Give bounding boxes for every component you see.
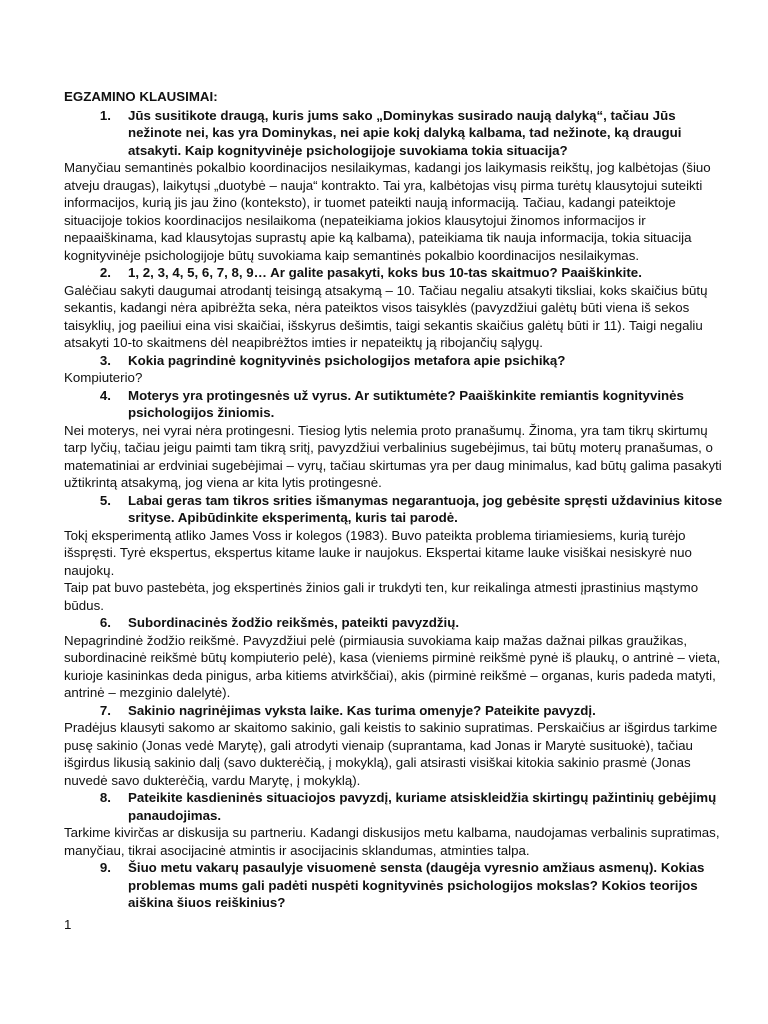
answer-text: Pradėjus klausyti sakomo ar skaitomo sakinio, gali keistis to sakinio supratimas. Perskaičius ar išgirdus tarkime pusę sakinio (Jonas vedė Marytę), gali atrodyti vienaip (suprantama, kad Jonas ir Marytė susituokė), tačiau išgirdus likusią sakinio dalį (savo dukterėčią, į mokyklą), gali atsirasti visiškai kitokia sakinio prasmė (Jonas nuvedė savo dukterėčią, vardu Marytę, į mokyklą). — [64, 720, 718, 788]
question-number: 9. — [99, 860, 111, 875]
question-number: 5. — [99, 492, 111, 508]
question-block-8 — [64, 789, 724, 859]
question-text: Kokia pagrindinė kognityvinės psichologijos metafora apie psichiką? — [128, 352, 566, 368]
question-text: 1, 2, 3, 4, 5, 6, 7, 8, 9… Ar galite pasakyti, koks bus 10-tas skaitmuo? Paaiškinkite. — [128, 265, 642, 280]
document-body — [64, 88, 724, 912]
question-number: 6. — [99, 615, 111, 630]
answer-text: Taip pat buvo pastebėta, jog ekspertinės žinios gali ir trukdyti ten, kur reikalinga atmesti įprastinius mąstymo būdus. — [64, 580, 699, 613]
question-2 — [64, 264, 724, 282]
question-number: 4. — [99, 387, 111, 403]
question-block-9 — [64, 859, 724, 912]
question-text: Subordinacinės žodžio reikšmės, pateikti pavyzdžių. — [128, 615, 460, 630]
question-text: Sakinio nagrinėjimas vyksta laike. Kas turima omenyje? Pateikite pavyzdį. — [128, 702, 596, 718]
question-text: Labai geras tam tikros srities išmanymas negarantuoja, jog gebėsite spręsti uždavinius kitose srityse. Apibūdinkite eksperimentą, kuris tai parodė. — [128, 492, 723, 525]
document-title: EGZAMINO KLAUSIMAI: — [64, 89, 218, 104]
question-9 — [64, 859, 724, 912]
answer-text: Tokį eksperimentą atliko James Voss ir kolegos (1983). Buvo pateikta problema tiriamiesiems, kurią turėjo išspręsti. Tyrė ekspertus, ekspertus kitame lauke ir naujokus. Ekspertai kitame lauke visiškai nesiskyrė nuo naujokų. — [64, 527, 692, 578]
question-5 — [64, 492, 724, 527]
answer-text: Manyčiau semantinės pokalbio koordinacijos nesilaikymas, kadangi jos laikymasis reikštų, jog kalbėtojas (šiuo atveju draugas), laikytųsi „duotybė – nauja“ kontrakto. Tai yra, kalbėtojas visų pirma turėtų klausytojui suteikti informacijos, kurią jis jau žino (konteksto), ir tuomet pateikti naują informaciją. Tačiau, kadangi pateiktoje situacijoje tokios koordinacijos nesilaikoma (nepateikiama jokios klausytojui žinomos informacijos ir nepaaiškinama, kad klausytojas suprastų apie ką kalbama), pateikiama tik nauja informacija, tokia situacija kognityvinėje psichologijoje būtų suvokiama kaip semantinės pokalbio koordinacijos nesilaikymas. — [64, 160, 711, 263]
question-4 — [64, 387, 724, 422]
question-6 — [64, 614, 724, 632]
question-block-3 — [64, 352, 724, 387]
question-block-6 — [64, 614, 724, 702]
question-text: Jūs susitikote draugą, kuris jums sako „Dominykas susirado naują dalyką“, tačiau Jūs nežinote nei, kas yra Dominykas, nei apie kokį dalyką kalbama, tad nežinote, ką draugui atsakyti. Kaip kognityvinėje psichologijoje suvokiama tokia situacija? — [128, 107, 682, 158]
question-block-5 — [64, 492, 724, 615]
answer-text: Nepagrindinė žodžio reikšmė. Pavyzdžiui pelė (pirmiausia suvokiama kaip mažas dažnai pilkas graužikas, subordinacinė reikšmė būtų kompiuterio pelė), kasa (vieniems pirminė reikšmė pynė iš plaukų, o antrinė – vieta, kurioje kasininkas deda pinigus, arba kitiems atvirkščiai), akis (pirminė reikšmė – organas, kuris padeda matyti, antrinė – mezginio dalelytė). — [64, 632, 721, 700]
question-7 — [64, 702, 724, 720]
question-number: 8. — [99, 790, 111, 805]
page-number: 1 — [64, 917, 72, 932]
question-8 — [64, 789, 724, 824]
question-block-2 — [64, 264, 724, 352]
question-number: 2. — [99, 265, 111, 280]
question-block-4 — [64, 387, 724, 492]
answer-text: Nei moterys, nei vyrai nėra protingesni. Tiesiog lytis nelemia proto pranašumų. Žinoma, yra tam tikrų skirtumų tarp lyčių, tačiau jeigu paimti tam tikrą sritį, pavyzdžiui verbalinius sugebėjimus, tai būtų moterų pranašumas, o matematiniai ar erdviniai sugebėjimai – vyrų, tačiau skirtumas yra per daug minimalus, kad būtų galima pasakyti užtikrintą atsakymą, jog viena ar kita lytis protingesnė. — [64, 422, 722, 490]
question-3 — [64, 352, 724, 370]
question-number: 7. — [99, 702, 111, 718]
question-number: 3. — [99, 352, 111, 368]
question-1 — [64, 107, 724, 160]
answer-text: Galėčiau sakyti daugumai atrodantį teisingą atsakymą – 10. Tačiau negaliu atsakyti tiksliai, koks skaičius būtų sekantis, kadangi nėra apibrėžta seka, nėra pateiktos visos taisyklės (pavyzdžiui galėtų būti viena iš sekos taisyklių, jog paeiliui eina visi skaičiai, išskyrus dešimtis, taigi sekantis skaičius galėtų būti ir 11). Taigi negaliu atsakyti 10-to skaitmens dėl neapibrėžtos imties ir nepateiktų ją ribojančių sąlygų. — [64, 282, 708, 350]
question-text: Moterys yra protingesnės už vyrus. Ar sutiktumėte? Paaiškinkite remiantis kognityvinės psichologijos žiniomis. — [128, 387, 684, 420]
answer-text: Tarkime kivirčas ar diskusija su partneriu. Kadangi diskusijos metu kalbama, naudojamas verbalinis supratimas, manyčiau, tikrai asocijacinė atmintis ir asocijacinis sklandumas, atminties talpa. — [64, 825, 720, 858]
answer-text: Kompiuterio? — [64, 370, 143, 385]
question-block-1 — [64, 107, 724, 265]
question-number: 1. — [99, 107, 111, 123]
question-text: Pateikite kasdieninės situaciojos pavyzdį, kuriame atsiskleidžia skirtingų pažintinių gebėjimų panaudojimas. — [128, 790, 717, 823]
question-text: Šiuo metu vakarų pasaulyje visuomenė sensta (daugėja vyresnio amžiaus asmenų). Kokias problemas mums gali padėti nuspėti kognityvinės psichologijos mokslas? Kokios teorijos aiškina šiuos reiškinius? — [128, 860, 705, 910]
question-block-7 — [64, 702, 724, 790]
